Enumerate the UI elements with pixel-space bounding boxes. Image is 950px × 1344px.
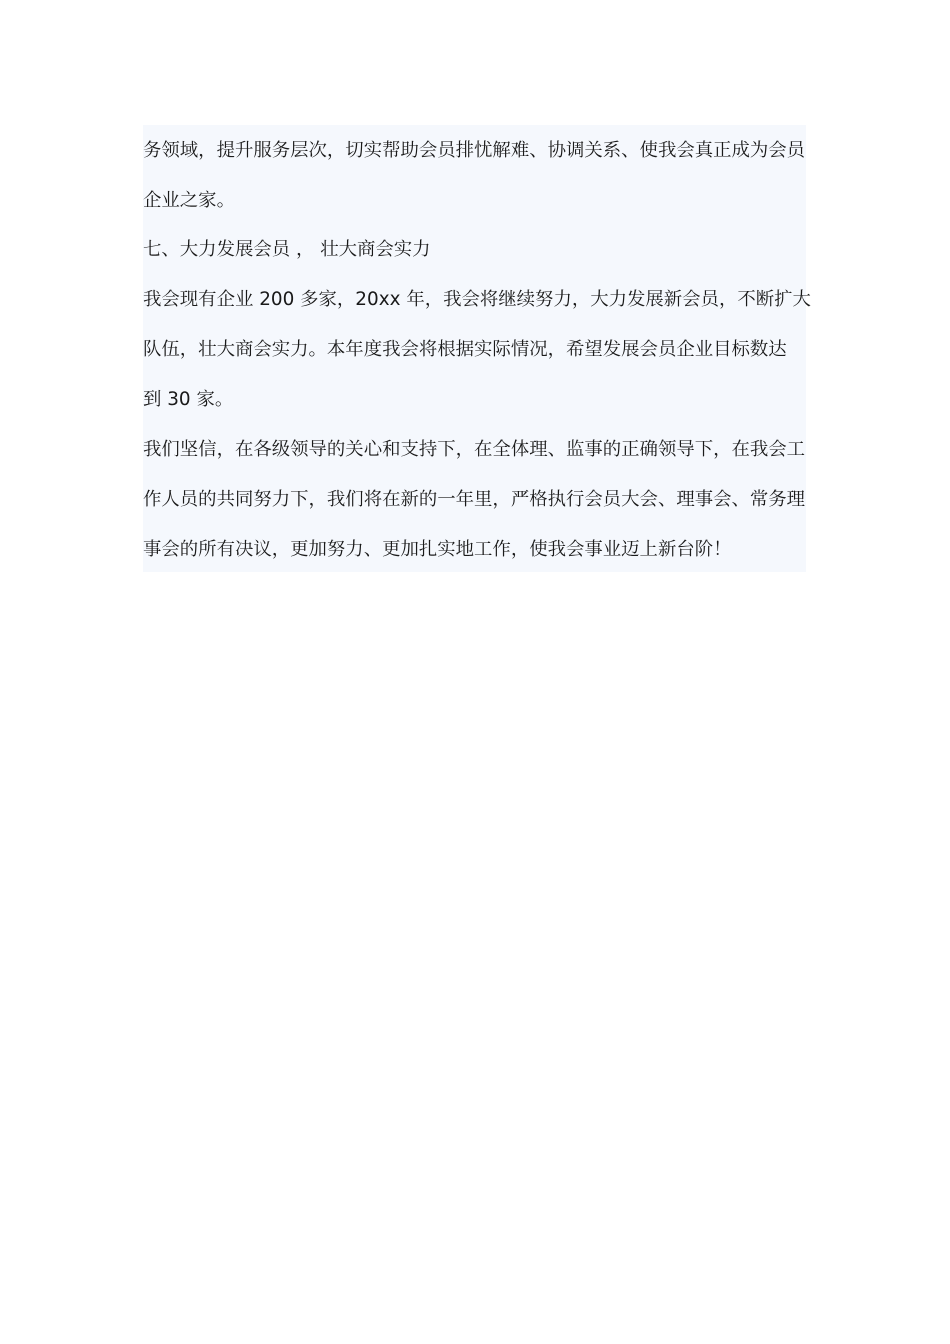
paragraph-line: 务领域，提升服务层次，切实帮助会员排忧解难、协调关系、使我会真正成为会员 [143, 140, 806, 161]
paragraph-line: 企业之家。 [143, 190, 235, 211]
paragraph-line: 我们坚信，在各级领导的关心和支持下，在全体理、监事的正确领导下，在我会工 [143, 439, 806, 460]
paragraph-line: 到 30 家。 [143, 389, 234, 410]
section-heading: 七、大力发展会员 ， 壮大商会实力 [143, 239, 431, 260]
paragraph-line: 队伍，壮大商会实力。本年度我会将根据实际情况，希望发展会员企业目标数达 [143, 339, 787, 360]
paragraph-line: 我会现有企业 200 多家，20xx 年，我会将继续努力，大力发展新会员，不断扩大 [143, 289, 811, 310]
paragraph-line: 事会的所有决议，更加努力、更加扎实地工作，使我会事业迈上新台阶！ [143, 539, 732, 560]
paragraph-line: 作人员的共同努力下，我们将在新的一年里，严格执行会员大会、理事会、常务理 [143, 489, 806, 510]
